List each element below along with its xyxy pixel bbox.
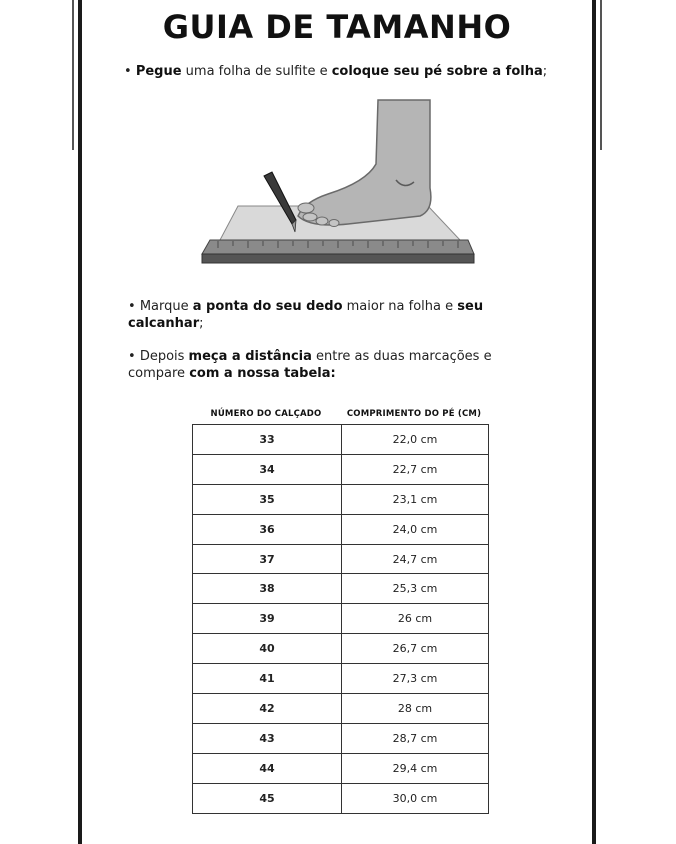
- length-cell: 22,7 cm: [342, 454, 489, 484]
- size-cell: 41: [193, 664, 342, 694]
- size-cell: 42: [193, 694, 342, 724]
- table-row: [193, 723, 489, 753]
- table-row: [193, 574, 489, 604]
- size-cell: 45: [193, 783, 342, 813]
- page-title: GUIA DE TAMANHO: [162, 8, 512, 46]
- length-cell: 29,4 cm: [342, 753, 489, 783]
- table-row: [193, 634, 489, 664]
- length-cell: 28,7 cm: [342, 723, 489, 753]
- length-cell: 28 cm: [342, 694, 489, 724]
- right-border: [592, 0, 596, 844]
- size-cell: 40: [193, 634, 342, 664]
- length-cell: 26,7 cm: [342, 634, 489, 664]
- table-row: [193, 664, 489, 694]
- table-row: [193, 544, 489, 574]
- size-cell: 43: [193, 723, 342, 753]
- size-cell: 44: [193, 753, 342, 783]
- left-border: [78, 0, 82, 844]
- table-row: [193, 753, 489, 783]
- table-row: [193, 484, 489, 514]
- instruction-step-1: • Pegue uma folha de sulfite e coloque seu pé sobre a folha;: [124, 64, 548, 79]
- length-cell: 24,7 cm: [342, 544, 489, 574]
- size-cell: 39: [193, 604, 342, 634]
- size-cell: 38: [193, 574, 342, 604]
- size-table: [192, 424, 489, 814]
- instruction-step-2: • Marque a ponta do seu dedo maior na folha e seu calcanhar;: [128, 299, 484, 331]
- column-header-length: COMPRIMENTO DO PÉ (CM): [346, 409, 482, 419]
- foot-measurement-illustration: [198, 98, 478, 268]
- length-cell: 27,3 cm: [342, 664, 489, 694]
- size-cell: 36: [193, 514, 342, 544]
- length-cell: 26 cm: [342, 604, 489, 634]
- instruction-step-3: • Depois meça a distância entre as duas marcações e compare com a nossa tabela:: [128, 349, 492, 381]
- table-row: [193, 783, 489, 813]
- table-row: [193, 694, 489, 724]
- length-cell: 22,0 cm: [342, 425, 489, 455]
- size-cell: 33: [193, 425, 342, 455]
- length-cell: 25,3 cm: [342, 574, 489, 604]
- length-cell: 24,0 cm: [342, 514, 489, 544]
- table-row: [193, 425, 489, 455]
- size-cell: 35: [193, 484, 342, 514]
- size-cell: 37: [193, 544, 342, 574]
- length-cell: 30,0 cm: [342, 783, 489, 813]
- size-cell: 34: [193, 454, 342, 484]
- table-row: [193, 454, 489, 484]
- table-row: [193, 604, 489, 634]
- column-header-size: NÚMERO DO CALÇADO: [210, 409, 322, 419]
- table-row: [193, 514, 489, 544]
- length-cell: 23,1 cm: [342, 484, 489, 514]
